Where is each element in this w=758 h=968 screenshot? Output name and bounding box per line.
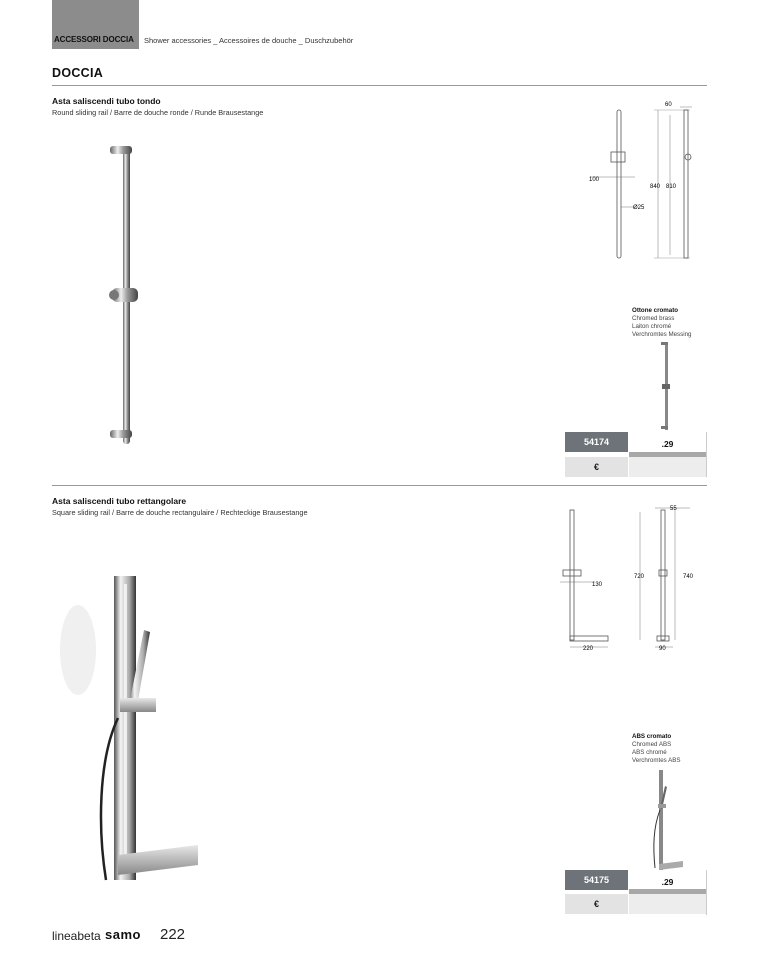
product-2-dim-base: 90 [659,646,666,652]
section-title: DOCCIA [52,66,104,80]
product-2-dim-width: 55 [670,506,677,512]
product-1-material-de: Verchromtes Messing [632,331,692,338]
product-2-dim-offset: 130 [592,582,603,588]
product-2-material [632,733,681,765]
product-2-dim-shelf: 220 [583,646,594,652]
product-1-material-en: Chromed brass [632,315,675,322]
product-1-photo [100,140,160,450]
product-1-thumbnail [655,340,680,432]
product-2-currency: € [565,894,628,914]
product-1-material [632,307,692,339]
footer-brand-lineabeta: lineabeta [52,929,101,943]
product-1-technical-drawing [580,95,700,270]
product-2-price-cell [629,894,706,914]
product-2-subtitle: Square sliding rail / Barre de douche rectangulaire / Rechteckige Brausestange [52,508,308,517]
product-1-material-it: Ottone cromato [632,307,679,314]
product-2-thumbnail [645,768,685,872]
product-1-dim-offset: 100 [589,177,600,183]
product-2-price-edge [706,870,707,915]
product-2-title: Asta saliscendi tubo rettangolare [52,496,187,506]
product-2-material-en: Chromed ABS [632,741,672,748]
product-1-dim-h1: 840 [650,184,661,190]
product-2-material-fr: ABS chromé [632,749,667,756]
section-divider [52,85,707,86]
footer-brand-samo: samo [105,927,141,942]
product-1-material-fr: Laiton chromé [632,323,672,330]
product-1-subtitle: Round sliding rail / Barre de douche ronde / Runde Brausestange [52,108,264,117]
product-2-dim-h2: 740 [683,574,694,580]
product-1-price: .29 [661,439,674,449]
header-category-label: ACCESSORI DOCCIA [54,35,134,44]
product-2-technical-drawing [555,500,705,660]
product-1-title: Asta saliscendi tubo tondo [52,96,161,106]
product-1-currency: € [565,457,628,477]
product-1-dim-width: 60 [665,102,672,108]
product-2-dim-h1: 720 [634,574,645,580]
product-1-dim-diameter: Ø25 [633,205,645,211]
product-2-price: .29 [661,877,674,887]
product-2-material-de: Verchromtes ABS [632,757,681,764]
header-category-subtitle: Shower accessories _ Accessoires de douche _ Duschzubehör [144,36,354,45]
product-divider [52,485,707,486]
product-1-price-cell [629,457,706,477]
product-1-price-edge [706,432,707,477]
product-1-code: 54174 [565,432,628,452]
product-1-dim-h2: 810 [666,184,677,190]
product-2-photo [58,570,208,885]
footer-page-number: 222 [160,926,186,943]
product-2-code: 54175 [565,870,628,890]
product-2-material-it: ABS cromato [632,733,672,740]
